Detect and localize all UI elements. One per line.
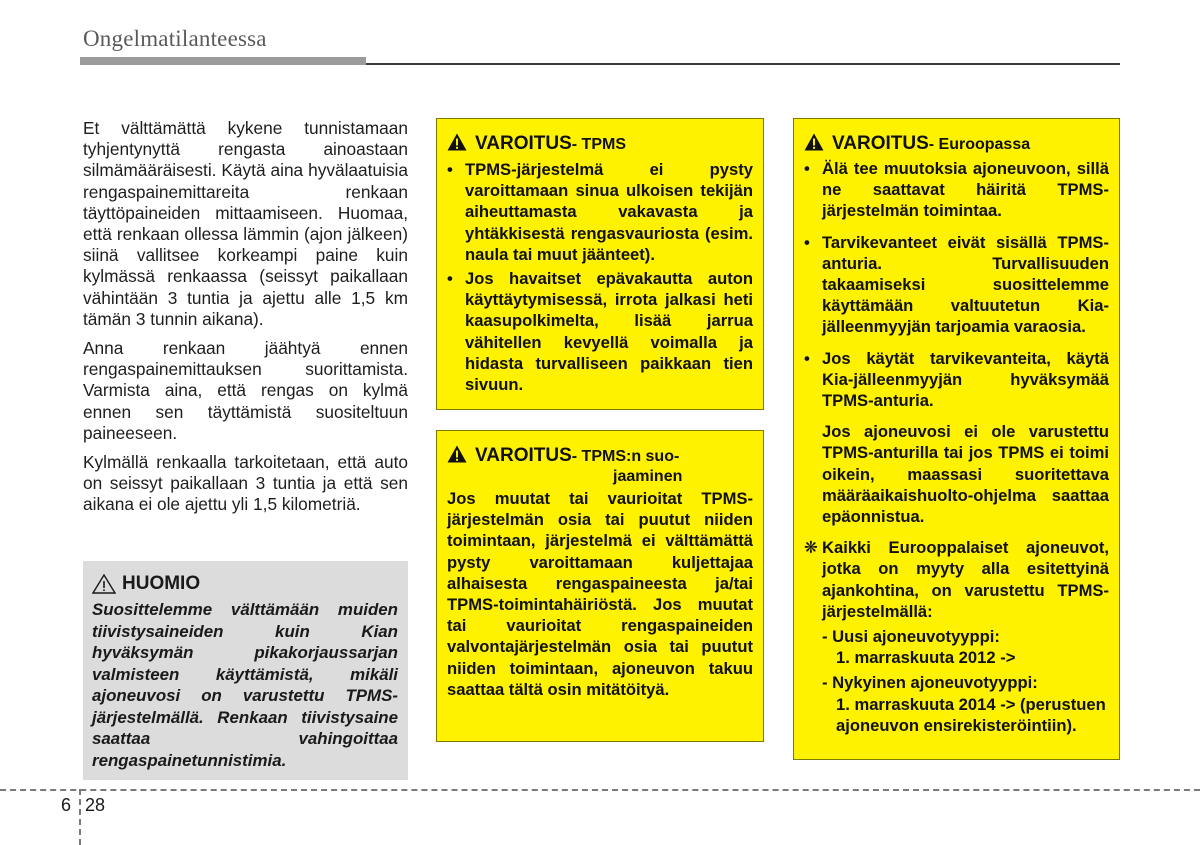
warning-triangle-icon	[447, 133, 467, 151]
page-header-title: Ongelmatilanteessa	[83, 26, 267, 51]
warning-header	[447, 131, 753, 155]
warning-bullet: • TPMS-järjestelmä ei pysty varoittamaan sinua ulkoisen tekijän aiheuttamasta vakavasta ja yhtäkkisestä rengasvauriosta (esim. naula tai muut jäänteet).	[447, 160, 753, 264]
warning-bullet-text: Tarvikevanteet eivät sisällä TPMS-anturia. Turvallisuuden takaamiseksi suosittelemme käyttämään valtuutetun Kia-jälleenmyyjän tarjoamia varaosia.	[822, 232, 1109, 337]
warning-header	[804, 131, 1109, 155]
chapter-number: 6	[61, 795, 72, 815]
warning-bullet: • Tarvikevanteet eivät sisällä TPMS-anturia. Turvallisuuden takaamiseksi suosittelemme käyttämään valtuutetun Kia-jälleenmyyjän tarjoamia varaosia.	[804, 232, 1109, 337]
notice-body: Suosittelemme välttämään muiden tiivistysaineiden kuin Kian hyväksymän pikakorjaussarjan valmisteen käyttämistä, mikäli ajoneuvosi on varustettu TPMS-järjestelmällä. Renkaan tiivistysaine saattaa vahingoittaa rengaspainetunnistimia.	[92, 600, 398, 770]
warning-box-tpms	[436, 118, 764, 410]
paragraph-warm-tire: Et välttämättä kykene tunnistamaan tyhjentynyttä rengasta ainoastaan silmämääräisesti. Käytä aina hyvälaatuisia rengaspainemittareita renkaan täyttöpaineiden mittaamiseen. Huomaa, että renkaan ollessa lämmin (ajon jälkeen) siinä vallitsee korkeampi paine kuin kylmässä renkaassa (seissyt paikallaan vähintään 3 tuntia ja ajettu alle 1,5 km tämän 3 tunnin aikana).	[83, 118, 408, 329]
warning-header	[447, 443, 753, 467]
warning-bullet-text: Älä tee muutoksia ajoneuvoon, sillä ne saattavat häiritä TPMS-järjestelmän toimintaa.	[822, 159, 1109, 221]
warning-subject-continued: jaaminen	[613, 468, 683, 485]
warning-bullet-text: TPMS-järjestelmä ei pysty varoittamaan sinua ulkoisen tekijän aiheuttamasta vakavasta ja yhtäkkisestä rengasvauriosta (esim. naula tai muut jäänteet).	[465, 160, 753, 264]
footer-dashed-rule	[0, 789, 1200, 791]
caution-triangle-icon	[92, 574, 116, 594]
notice-title: HUOMIO	[122, 573, 201, 594]
warning-label: VAROITUS	[475, 133, 572, 154]
warning-subject: - Euroopassa	[928, 136, 1031, 153]
date-label: - Uusi ajoneuvotyyppi:	[822, 627, 1000, 647]
warning-note-text: Kaikki Eurooppalaiset ajoneuvot, jotka on myyty alla esitettyinä ajankohtina, on varustettu TPMS-järjestelmällä:	[822, 538, 1109, 621]
warning-triangle-icon	[804, 133, 824, 151]
asterism-icon: ❋	[804, 538, 818, 558]
header-rule-thin	[366, 63, 1120, 65]
warning-bullet: • Älä tee muutoksia ajoneuvoon, sillä ne saattavat häiritä TPMS-järjestelmän toimintaa.	[804, 159, 1109, 221]
date-label: - Nykyinen ajoneuvotyyppi:	[822, 673, 1038, 693]
warning-bullet-text: Jos havaitset epävakautta auton käyttäytymisessä, irrota jalkasi heti kaasupolkimelta, lisää jarrua vähitellen kevyellä voimalla ja hidasta turvalliseen paikkaan tien sivuun.	[465, 269, 753, 395]
warning-subject: - TPMS	[571, 136, 626, 153]
warning-label: VAROITUS	[832, 133, 929, 154]
warning-triangle-icon	[447, 445, 467, 463]
warning-bullet-text: Jos käytät tarvikevanteita, käytä Kia-jälleenmyyjän hyväksymää TPMS-anturia.	[822, 348, 1109, 411]
date-value: 1. marraskuuta 2012 ->	[836, 648, 1016, 668]
header-rule-thick	[80, 57, 366, 65]
paragraph-cool-down: Anna renkaan jäähtyä ennen rengaspainemittauksen suorittamista. Varmista aina, että rengas on kylmä ennen sen täyttämistä suositeltuun paineeseen.	[83, 338, 408, 443]
intro-text-column	[83, 118, 408, 524]
warning-note	[804, 537, 1109, 622]
warning-body: Jos muutat tai vaurioitat TPMS-järjestelmän osia tai puutut niiden toimintaan, järjestelmä ei välttämättä pysty varoittamaan kuljettajaa alhaisesta rengaspaineesta ja/tai TPMS-toimintahäiriöstä. Jos muutat tai vaurioitat rengaspaineiden valvontajärjestelmän osia tai puutut niiden toimintaan, ajoneuvon takuu saattaa tältä osin mitätöityä.	[447, 489, 753, 699]
warning-box-tpms-protection	[436, 430, 764, 742]
warning-subject: - TPMS:n suo-	[571, 448, 680, 465]
warning-box-europe	[793, 118, 1120, 760]
warning-bullet: • Jos havaitset epävakautta auton käyttäytymisessä, irrota jalkasi heti kaasupolkimelta, lisää jarrua vähitellen kevyellä voimalla ja hidasta turvalliseen paikkaan tien sivuun.	[447, 269, 753, 395]
notice-header	[92, 571, 398, 597]
warning-paragraph: Jos ajoneuvosi ei ole varustettu TPMS-anturilla tai jos TPMS ei toimi oikein, maassasi suoritettava määräaikaishuolto-ohjelma saattaa epäonnistua.	[822, 422, 1109, 527]
warning-bullet: • Jos käytät tarvikevanteita, käytä Kia-jälleenmyyjän hyväksymää TPMS-anturia.	[804, 348, 1109, 411]
paragraph-cold-tire-definition: Kylmällä renkaalla tarkoitetaan, että auto on seissyt paikallaan 3 tuntia ja että sen aikana ei ole ajettu yli 1,5 kilometriä.	[83, 452, 408, 515]
footer-dashed-divider	[79, 789, 81, 845]
warning-label: VAROITUS	[475, 445, 572, 466]
date-value: 1. marraskuuta 2014 -> (perustuen ajoneuvon ensirekisteröintiin).	[836, 694, 1106, 735]
page-number: 28	[85, 795, 106, 815]
notice-box	[83, 561, 408, 780]
